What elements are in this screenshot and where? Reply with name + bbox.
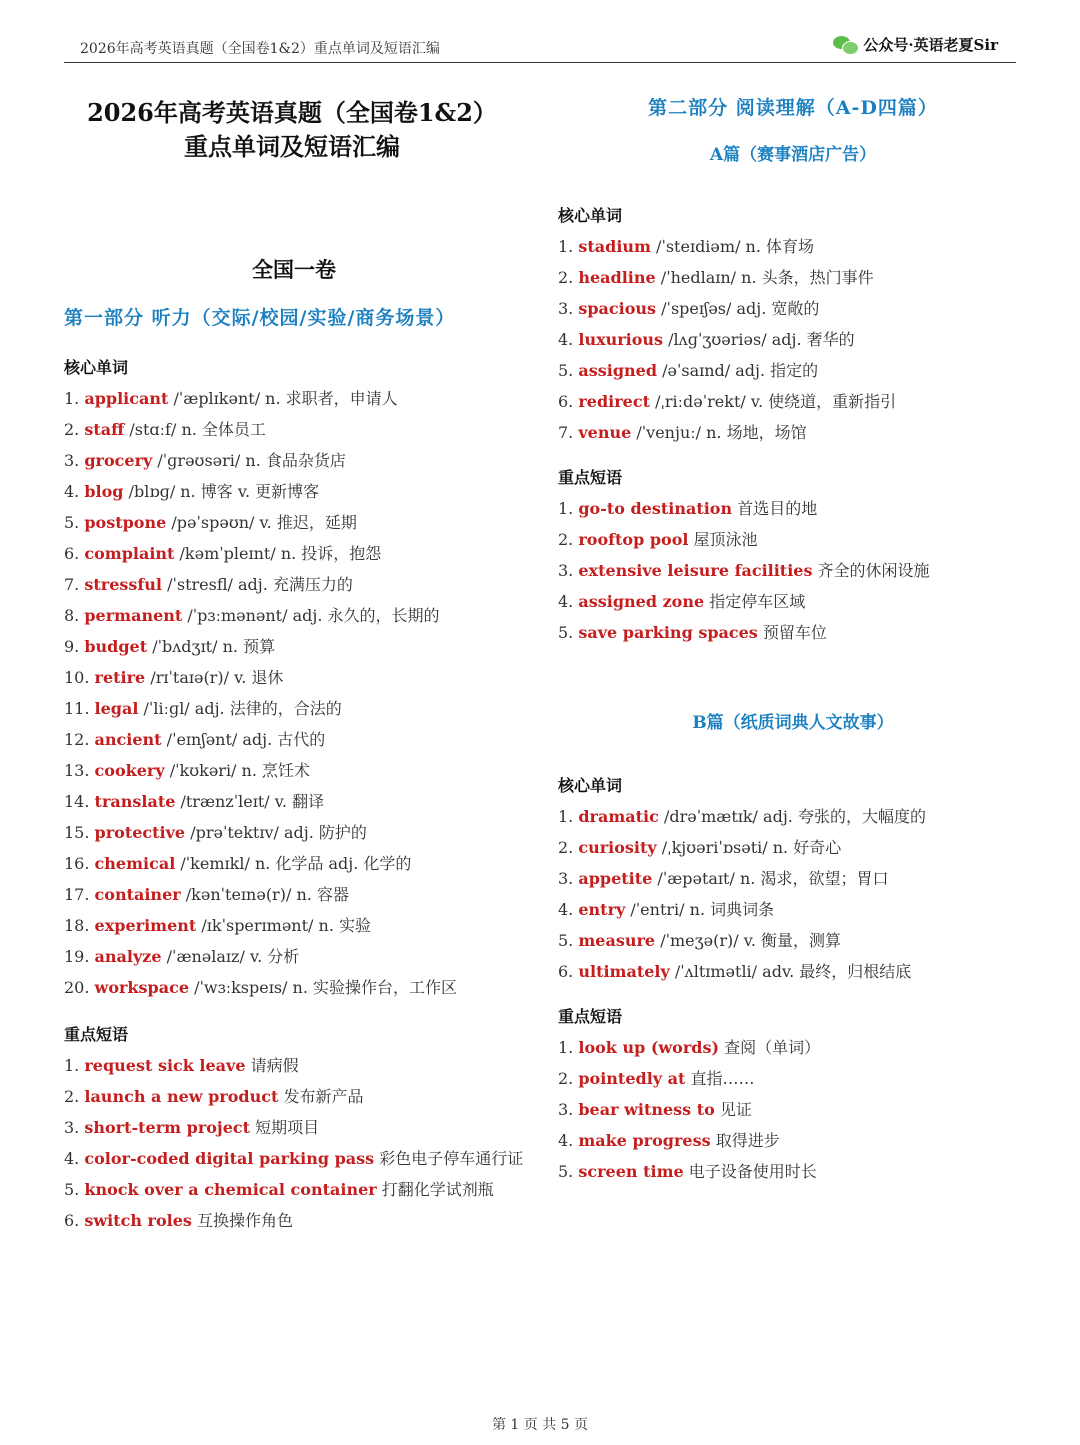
phrase-item xyxy=(64,1081,524,1112)
phonetic: /lʌɡˈʒʊəriəs/ xyxy=(668,330,767,349)
entry-number: 3. xyxy=(558,561,574,580)
b-core-words-heading: 核心单词 xyxy=(558,776,623,795)
word-item xyxy=(558,386,1028,417)
phonetic: /ˈsteɪdiəm/ xyxy=(656,237,741,256)
document-title xyxy=(62,96,522,164)
phrase-item xyxy=(558,1063,1028,1094)
word-text: assigned xyxy=(578,361,658,380)
page-footer: 第 1 页 共 5 页 xyxy=(491,1417,589,1433)
phrase-meaning: 取得进步 xyxy=(715,1131,780,1150)
phrase-item xyxy=(558,493,1028,524)
word-meaning: n. 化学品 adj. 化学的 xyxy=(254,854,412,873)
entry-number: 17. xyxy=(64,885,90,904)
entry-number: 16. xyxy=(64,854,90,873)
phrase-text: bear witness to xyxy=(578,1100,715,1119)
word-text: measure xyxy=(578,931,656,950)
word-text: stressful xyxy=(84,575,162,594)
entry-number: 12. xyxy=(64,730,90,749)
phrase-text: launch a new product xyxy=(84,1087,279,1106)
phrase-text: short-term project xyxy=(84,1118,251,1137)
word-item xyxy=(558,324,1028,355)
right-column xyxy=(558,90,1028,1187)
phrase-list xyxy=(64,1050,524,1236)
entry-number: 8. xyxy=(64,606,80,625)
phonetic: /əˈsaɪnd/ xyxy=(662,361,731,380)
phrase-meaning: 指定停车区域 xyxy=(709,592,806,611)
phrase-item xyxy=(64,1050,524,1081)
word-item xyxy=(64,941,524,972)
entry-number: 7. xyxy=(64,575,80,594)
phrase-text: go-to destination xyxy=(578,499,733,518)
phrase-item xyxy=(558,617,1028,648)
word-item xyxy=(558,417,1028,448)
entry-number: 5. xyxy=(558,931,574,950)
entry-number: 1. xyxy=(558,1038,574,1057)
phonetic: /prəˈtektɪv/ xyxy=(190,823,279,842)
word-meaning: n. 头条，热门事件 xyxy=(741,268,874,287)
phrase-text: switch roles xyxy=(84,1211,192,1230)
entry-number: 15. xyxy=(64,823,90,842)
core-words-heading: 核心单词 xyxy=(64,358,129,377)
word-item xyxy=(64,848,524,879)
word-text: ancient xyxy=(94,730,162,749)
a-phrase-list xyxy=(558,493,1028,648)
phrase-meaning: 请病假 xyxy=(250,1056,299,1075)
word-item xyxy=(558,355,1028,386)
phonetic: /blɒɡ/ xyxy=(128,482,176,501)
word-meaning: v. 翻译 xyxy=(274,792,325,811)
entry-number: 4. xyxy=(558,900,574,919)
entry-number: 10. xyxy=(64,668,90,687)
entry-number: 1. xyxy=(558,807,574,826)
word-item xyxy=(64,569,524,600)
word-meaning: adj. 指定的 xyxy=(735,361,819,380)
phrase-item xyxy=(558,1156,1028,1187)
document-title-line1: 2026年高考英语真题（全国卷1&2） xyxy=(87,98,497,127)
phonetic: /ˈɡrəʊsəri/ xyxy=(157,451,241,470)
word-item xyxy=(558,863,1028,894)
word-text: postpone xyxy=(84,513,167,532)
phonetic: /ˈʌltɪmətli/ xyxy=(674,962,758,981)
word-meaning: v. 分析 xyxy=(249,947,300,966)
word-text: translate xyxy=(94,792,176,811)
phrase-item xyxy=(558,555,1028,586)
phonetic: /ˈstresfl/ xyxy=(167,575,233,594)
entry-number: 6. xyxy=(558,392,574,411)
entry-number: 1. xyxy=(558,237,574,256)
word-meaning: v. 推迟，延期 xyxy=(259,513,357,532)
wechat-icon xyxy=(833,36,859,54)
phrase-meaning: 彩色电子停车通行证 xyxy=(379,1149,524,1168)
word-meaning: adj. 法律的，合法的 xyxy=(194,699,342,718)
entry-number: 1. xyxy=(558,499,574,518)
phrases-heading: 重点短语 xyxy=(64,1025,129,1044)
word-text: luxurious xyxy=(578,330,664,349)
a-core-words-heading: 核心单词 xyxy=(558,206,623,225)
b-core-word-list xyxy=(558,801,1028,987)
word-item xyxy=(64,600,524,631)
word-item xyxy=(64,910,524,941)
word-meaning: adv. 最终，归根结底 xyxy=(762,962,912,981)
a-core-word-list xyxy=(558,231,1028,448)
b-phrase-list xyxy=(558,1032,1028,1187)
word-text: protective xyxy=(94,823,186,842)
phrase-meaning: 首选目的地 xyxy=(737,499,818,518)
entry-number: 2. xyxy=(64,420,80,439)
word-meaning: n. 体育场 xyxy=(745,237,815,256)
word-meaning: n. 食品杂货店 xyxy=(245,451,346,470)
entry-number: 5. xyxy=(558,361,574,380)
phonetic: /drəˈmætɪk/ xyxy=(663,807,758,826)
word-meaning: n. 投诉，抱怨 xyxy=(280,544,382,563)
entry-number: 18. xyxy=(64,916,90,935)
phrase-meaning: 直指…… xyxy=(690,1069,755,1088)
word-text: experiment xyxy=(94,916,197,935)
entry-number: 6. xyxy=(558,962,574,981)
phrase-meaning: 屋顶泳池 xyxy=(693,530,758,549)
entry-number: 4. xyxy=(64,482,80,501)
word-text: grocery xyxy=(84,451,153,470)
word-meaning: adj. 夸张的，大幅度的 xyxy=(763,807,926,826)
phrase-text: pointedly at xyxy=(578,1069,686,1088)
part1-title: 第一部分 听力（交际/校园/实验/商务场景） xyxy=(64,307,456,329)
phonetic: /kənˈteɪnə(r)/ xyxy=(185,885,292,904)
left-column xyxy=(64,96,524,1236)
word-meaning: n. 容器 xyxy=(296,885,349,904)
entry-number: 14. xyxy=(64,792,90,811)
word-item xyxy=(558,262,1028,293)
word-text: retire xyxy=(94,668,146,687)
entry-number: 3. xyxy=(558,299,574,318)
phrase-item xyxy=(558,1094,1028,1125)
word-item xyxy=(64,538,524,569)
entry-number: 5. xyxy=(64,1180,80,1199)
word-item xyxy=(64,786,524,817)
entry-number: 4. xyxy=(558,592,574,611)
word-meaning: v. 退休 xyxy=(234,668,284,687)
phrase-meaning: 打翻化学试剂瓶 xyxy=(381,1180,494,1199)
word-meaning: adj. 奢华的 xyxy=(771,330,855,349)
phonetic: /ˈeɪnʃənt/ xyxy=(166,730,238,749)
word-text: ultimately xyxy=(578,962,670,981)
phrase-item xyxy=(558,1032,1028,1063)
word-text: curiosity xyxy=(578,838,657,857)
word-item xyxy=(558,832,1028,863)
phrase-text: color-coded digital parking pass xyxy=(84,1149,375,1168)
word-meaning: n. 烹饪术 xyxy=(241,761,311,780)
phrase-text: assigned zone xyxy=(578,592,705,611)
word-text: headline xyxy=(578,268,656,287)
phonetic: /pəˈspəʊn/ xyxy=(171,513,255,532)
brand-text: 公众号·英语老夏Sir xyxy=(863,36,998,54)
word-meaning: n. 实验操作台，工作区 xyxy=(292,978,458,997)
word-meaning: n. 预算 xyxy=(222,637,276,656)
word-item xyxy=(64,972,524,1003)
phonetic: /ˈmeʒə(r)/ xyxy=(660,931,739,950)
entry-number: 3. xyxy=(558,869,574,888)
phonetic: /stɑːf/ xyxy=(129,420,177,439)
a-phrases-heading: 重点短语 xyxy=(558,468,623,487)
entry-number: 2. xyxy=(558,268,574,287)
word-item xyxy=(64,724,524,755)
word-meaning: v. 衡量，测算 xyxy=(743,931,842,950)
part2-title: 第二部分 阅读理解（A-D四篇） xyxy=(648,97,938,119)
phrase-meaning: 见证 xyxy=(719,1100,752,1119)
page-header xyxy=(64,30,1016,63)
entry-number: 3. xyxy=(558,1100,574,1119)
word-meaning: adj. 古代的 xyxy=(242,730,326,749)
word-meaning: n. 好奇心 xyxy=(772,838,842,857)
word-item xyxy=(64,383,524,414)
phonetic: /trænzˈleɪt/ xyxy=(180,792,270,811)
phrase-text: save parking spaces xyxy=(578,623,758,642)
word-meaning: adj. 宽敞的 xyxy=(736,299,820,318)
word-text: stadium xyxy=(578,237,651,256)
word-item xyxy=(64,755,524,786)
word-text: container xyxy=(94,885,181,904)
phrase-text: look up (words) xyxy=(578,1038,720,1057)
passage-a-title: A篇（赛事酒店广告） xyxy=(709,145,877,165)
word-text: staff xyxy=(84,420,125,439)
entry-number: 2. xyxy=(558,530,574,549)
phrase-text: extensive leisure facilities xyxy=(578,561,813,580)
word-item xyxy=(64,662,524,693)
word-item xyxy=(558,293,1028,324)
word-meaning: adj. 充满压力的 xyxy=(238,575,353,594)
phrase-item xyxy=(558,1125,1028,1156)
word-meaning: adj. 防护的 xyxy=(284,823,367,842)
entry-number: 2. xyxy=(558,838,574,857)
phrase-meaning: 发布新产品 xyxy=(283,1087,364,1106)
word-item xyxy=(64,414,524,445)
phrase-meaning: 预留车位 xyxy=(762,623,827,642)
entry-number: 5. xyxy=(64,513,80,532)
word-text: spacious xyxy=(578,299,657,318)
phrase-item xyxy=(64,1174,524,1205)
entry-number: 5. xyxy=(558,623,574,642)
phonetic: /ˈliːɡl/ xyxy=(143,699,190,718)
entry-number: 20. xyxy=(64,978,90,997)
entry-number: 13. xyxy=(64,761,90,780)
phonetic: /ˈspeɪʃəs/ xyxy=(661,299,732,318)
word-item xyxy=(64,476,524,507)
word-item xyxy=(558,956,1028,987)
word-item xyxy=(64,817,524,848)
entry-number: 4. xyxy=(558,330,574,349)
entry-number: 1. xyxy=(64,389,80,408)
word-text: permanent xyxy=(84,606,183,625)
phonetic: /rɪˈtaɪə(r)/ xyxy=(150,668,229,687)
phonetic: /ɪkˈsperɪmənt/ xyxy=(201,916,314,935)
phrase-meaning: 短期项目 xyxy=(255,1118,320,1137)
word-item xyxy=(64,445,524,476)
word-meaning: adj. 永久的，长期的 xyxy=(292,606,440,625)
phonetic: /ˈentri/ xyxy=(630,900,685,919)
phrase-item xyxy=(558,586,1028,617)
word-text: redirect xyxy=(578,392,650,411)
entry-number: 2. xyxy=(558,1069,574,1088)
phonetic: /ˈwɜːkspeɪs/ xyxy=(194,978,288,997)
word-text: applicant xyxy=(84,389,169,408)
phrase-meaning: 齐全的休闲设施 xyxy=(817,561,930,580)
word-item xyxy=(558,231,1028,262)
entry-number: 19. xyxy=(64,947,90,966)
phrase-meaning: 查阅（单词） xyxy=(724,1038,821,1057)
b-phrases-heading: 重点短语 xyxy=(558,1007,623,1026)
word-item xyxy=(64,631,524,662)
word-text: analyze xyxy=(94,947,162,966)
core-word-list xyxy=(64,383,524,1003)
entry-number: 1. xyxy=(64,1056,80,1075)
phonetic: /kəmˈpleɪnt/ xyxy=(179,544,276,563)
word-meaning: n. 实验 xyxy=(318,916,372,935)
word-meaning: n. 求职者，申请人 xyxy=(265,389,398,408)
word-item xyxy=(64,879,524,910)
phrase-text: knock over a chemical container xyxy=(84,1180,377,1199)
entry-number: 5. xyxy=(558,1162,574,1181)
word-text: legal xyxy=(94,699,139,718)
entry-number: 4. xyxy=(64,1149,80,1168)
phonetic: /ˈpɜːmənənt/ xyxy=(187,606,288,625)
phonetic: /ˈkemɪkl/ xyxy=(180,854,250,873)
word-item xyxy=(558,925,1028,956)
phrase-item xyxy=(558,524,1028,555)
phonetic: /ˈkʊkəri/ xyxy=(169,761,237,780)
word-meaning: n. 词典词条 xyxy=(689,900,775,919)
word-text: entry xyxy=(578,900,626,919)
entry-number: 6. xyxy=(64,1211,80,1230)
word-text: complaint xyxy=(84,544,175,563)
phonetic: /ˈvenjuː/ xyxy=(636,423,702,442)
word-text: dramatic xyxy=(578,807,659,826)
word-item xyxy=(64,507,524,538)
phonetic: /ˈæpətaɪt/ xyxy=(657,869,735,888)
phonetic: /ˈænəlaɪz/ xyxy=(166,947,245,966)
phonetic: /ˌkjʊəriˈɒsəti/ xyxy=(661,838,768,857)
entry-number: 11. xyxy=(64,699,90,718)
word-item xyxy=(64,693,524,724)
entry-number: 3. xyxy=(64,1118,80,1137)
word-meaning: v. 使绕道，重新指引 xyxy=(750,392,897,411)
entry-number: 4. xyxy=(558,1131,574,1150)
word-text: chemical xyxy=(94,854,176,873)
entry-number: 6. xyxy=(64,544,80,563)
phrase-text: screen time xyxy=(578,1162,684,1181)
entry-number: 2. xyxy=(64,1087,80,1106)
phonetic: /ˌriːdəˈrekt/ xyxy=(655,392,746,411)
phrase-meaning: 互换操作角色 xyxy=(197,1211,294,1230)
phrase-text: make progress xyxy=(578,1131,711,1150)
phonetic: /ˈæplɪkənt/ xyxy=(173,389,261,408)
word-meaning: n. 渴求，欲望；胃口 xyxy=(739,869,889,888)
volume-title: 全国一卷 xyxy=(252,257,336,282)
word-item xyxy=(558,801,1028,832)
document-title-line2: 重点单词及短语汇编 xyxy=(184,132,400,161)
word-meaning: n. 场地，场馆 xyxy=(706,423,807,442)
word-meaning: n. 博客 v. 更新博客 xyxy=(180,482,320,501)
passage-b-title: B篇（纸质词典人文故事） xyxy=(692,713,894,733)
phrase-item xyxy=(64,1112,524,1143)
word-text: cookery xyxy=(94,761,165,780)
word-text: venue xyxy=(578,423,632,442)
header-brand xyxy=(833,34,998,55)
phrase-text: request sick leave xyxy=(84,1056,246,1075)
entry-number: 3. xyxy=(64,451,80,470)
word-text: budget xyxy=(84,637,148,656)
word-item xyxy=(558,894,1028,925)
phrase-item xyxy=(64,1205,524,1236)
entry-number: 7. xyxy=(558,423,574,442)
word-text: blog xyxy=(84,482,124,501)
word-text: workspace xyxy=(94,978,189,997)
phonetic: /ˈhedlaɪn/ xyxy=(660,268,737,287)
entry-number: 9. xyxy=(64,637,80,656)
word-text: appetite xyxy=(578,869,653,888)
header-title: 2026年高考英语真题（全国卷1&2）重点单词及短语汇编 xyxy=(80,41,440,57)
word-meaning: n. 全体员工 xyxy=(181,420,266,439)
phrase-meaning: 电子设备使用时长 xyxy=(688,1162,817,1181)
phrase-item xyxy=(64,1143,524,1174)
phrase-text: rooftop pool xyxy=(578,530,689,549)
phonetic: /ˈbʌdʒɪt/ xyxy=(152,637,218,656)
